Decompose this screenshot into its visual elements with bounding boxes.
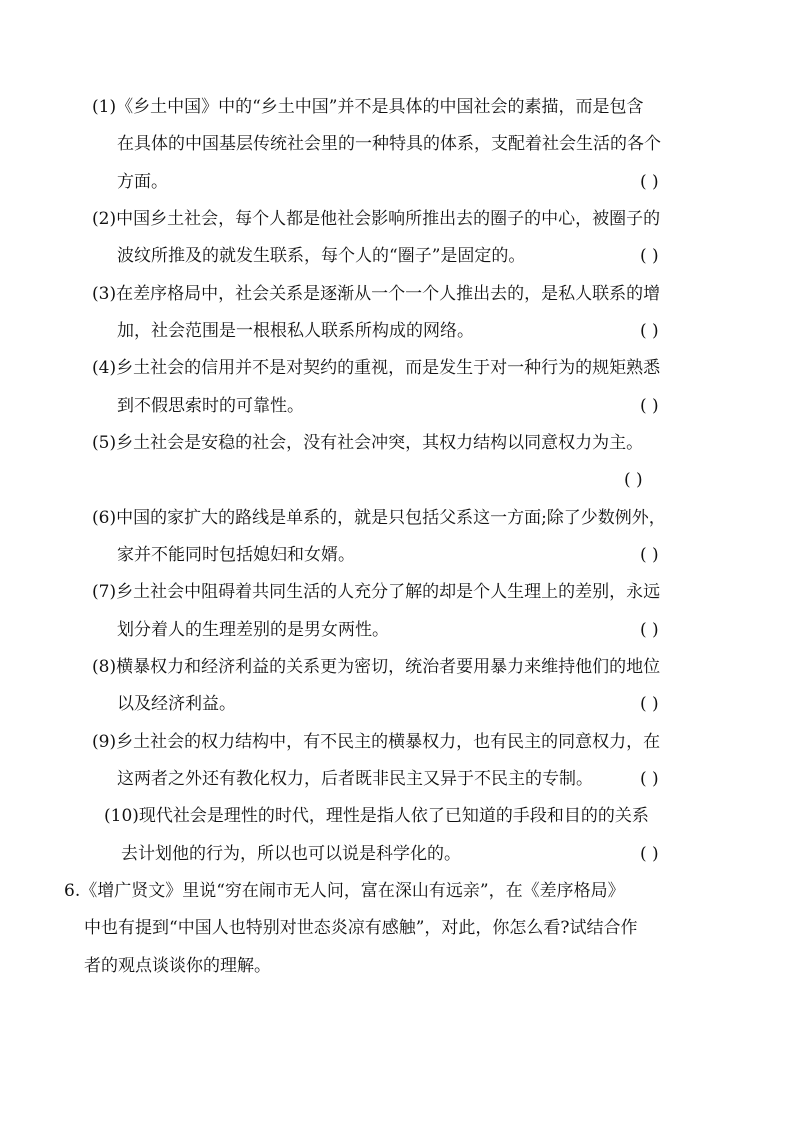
answer-blank: ( ) xyxy=(640,694,659,714)
item-line: 在具体的中国基层传统社会里的一种特具的体系，支配着社会生活的各个 xyxy=(117,134,661,154)
item-line: 划分着人的生理差别的是男女两性。 xyxy=(117,620,389,640)
question-line: 6.《增广贤文》里说“穷在闹市无人问，富在深山有远亲”，在《差序格局》 xyxy=(64,881,625,901)
item-line: (4)乡土社会的信用并不是对契约的重视，而是发生于对一种行为的规矩熟悉 xyxy=(92,358,661,378)
answer-blank: ( ) xyxy=(640,396,659,416)
item-line: 方面。 xyxy=(117,172,168,192)
item-line: (3)在差序格局中，社会关系是逐渐从一个一个人推出去的，是私人联系的增 xyxy=(92,284,661,304)
item-line: 加，社会范围是一根根私人联系所构成的网络。 xyxy=(117,321,474,341)
answer-blank: ( ) xyxy=(624,470,643,490)
item-line: (2)中国乡土社会，每个人都是他社会影响所推出去的圈子的中心，被圈子的 xyxy=(92,209,661,229)
answer-blank: ( ) xyxy=(640,620,659,640)
answer-blank: ( ) xyxy=(640,321,659,341)
item-line: 波纹所推及的就发生联系，每个人的“圈子”是固定的。 xyxy=(117,246,526,266)
answer-blank: ( ) xyxy=(640,246,659,266)
item-line: (6)中国的家扩大的路线是单系的，就是只包括父系这一方面;除了少数例外， xyxy=(92,508,666,528)
item-line: (5)乡土社会是安稳的社会，没有社会冲突，其权力结构以同意权力为主。 xyxy=(92,433,644,453)
item-line: 这两者之外还有教化权力，后者既非民主又异于不民主的专制。 xyxy=(117,769,593,789)
item-line: (7)乡土社会中阻碍着共同生活的人充分了解的却是个人生理上的差别，永远 xyxy=(92,582,661,602)
answer-blank: ( ) xyxy=(640,844,659,864)
item-line: 家并不能同时包括媳妇和女婿。 xyxy=(117,545,355,565)
item-line: 去计划他的行为，所以也可以说是科学化的。 xyxy=(121,844,461,864)
item-line: (10)现代社会是理性的时代，理性是指人依了已知道的手段和目的的关系 xyxy=(104,806,649,826)
item-line: (9)乡土社会的权力结构中，有不民主的横暴权力，也有民主的同意权力，在 xyxy=(92,732,661,752)
answer-blank: ( ) xyxy=(640,545,659,565)
item-line: 以及经济利益。 xyxy=(117,694,236,714)
answer-blank: ( ) xyxy=(640,172,659,192)
item-line: (1)《乡土中国》中的“乡土中国”并不是具体的中国社会的素描，而是包含 xyxy=(92,97,644,117)
item-line: (8)横暴权力和经济利益的关系更为密切，统治者要用暴力来维持他们的地位 xyxy=(92,657,661,677)
answer-blank: ( ) xyxy=(640,769,659,789)
question-line: 者的观点谈谈你的理解。 xyxy=(84,956,271,976)
question-line: 中也有提到“中国人也特别对世态炎凉有感触”，对此，你怎么看?试结合作 xyxy=(84,918,638,938)
item-line: 到不假思索时的可靠性。 xyxy=(117,396,304,416)
